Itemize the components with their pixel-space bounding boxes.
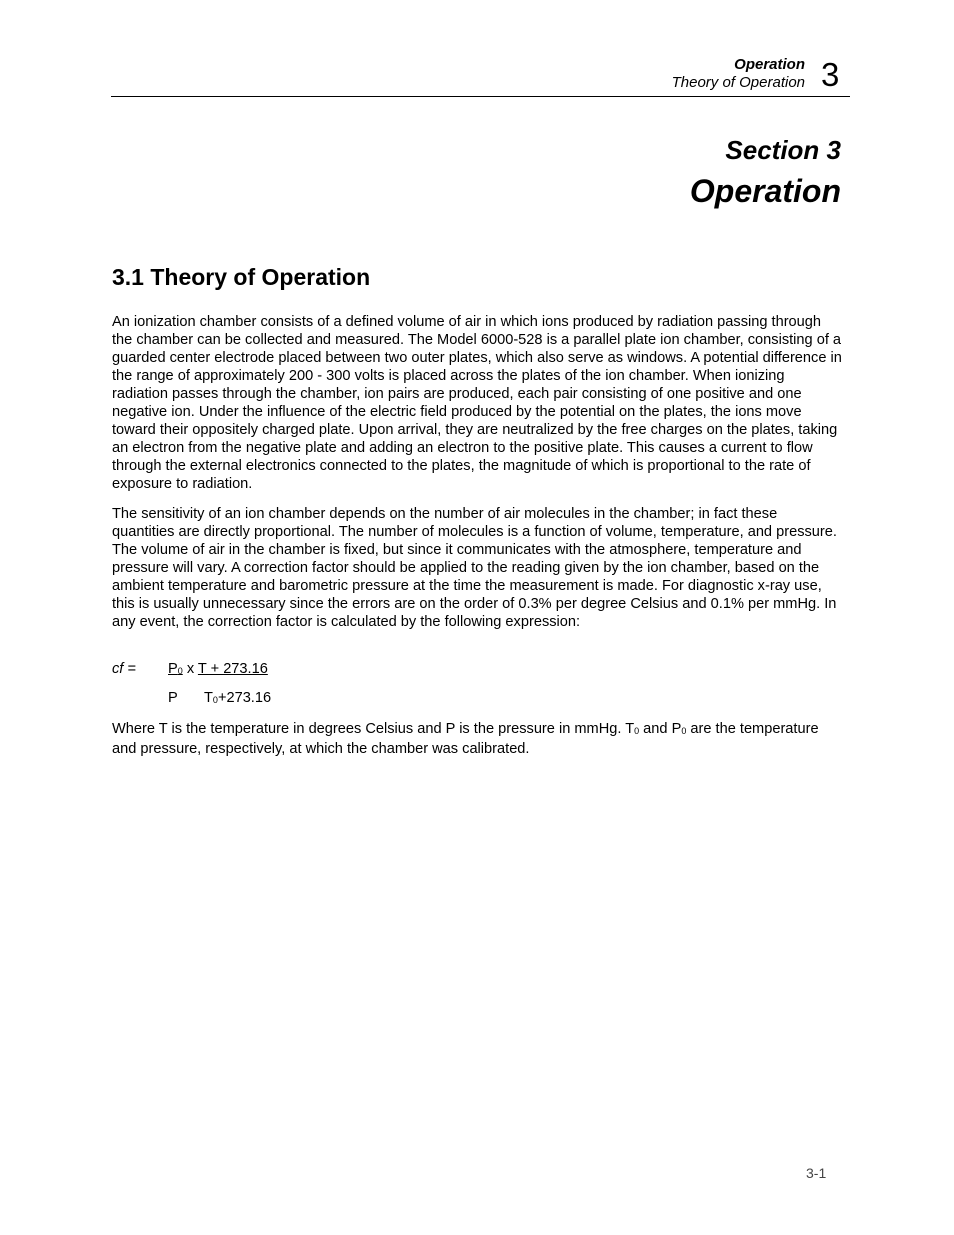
correction-formula (112, 660, 412, 710)
section-label: Section 3 (725, 135, 841, 165)
formula-denominator-t (204, 689, 271, 709)
subsection-heading: 3.1 Theory of Operation (112, 264, 371, 290)
formula-lhs: cf = (112, 661, 136, 677)
formula-den-t: T (204, 690, 213, 706)
running-header (672, 56, 805, 92)
paragraph-sensitivity: The sensitivity of an ion chamber depends on the number of air molecules in the chamber; in fact these quantities are directly proportional. The number of molecules is a function of volume, temperature, and pressure. The volume of air in the chamber is fixed, but since it communicates with the atmosphere, temperature and pressure will vary. A correction factor should be applied to the reading given by the ion chamber, based on the ambient temperature and barometric pressure at the time the measurement is made. For diagnostic x-ray use, this is usually unnecessary since the errors are on the order of 0.3% per degree Celsius and 0.1% per mmHg. In any event, the correction factor is calculated by the following expression: (112, 506, 837, 630)
formula-den-p: P (168, 690, 178, 706)
where-sub1: 0 (634, 726, 640, 736)
formula-times: x (186, 661, 195, 677)
where-part3: are the temperature and pressure, respectively, at which the chamber was calibrated. (112, 721, 819, 757)
formula-numerator (168, 660, 268, 680)
section-title: Operation (689, 173, 841, 209)
where-sub2: 0 (681, 726, 687, 736)
header-section-title: Theory of Operation (671, 74, 805, 91)
header-rule (111, 96, 850, 97)
formula-num-t: T + 273.16 (197, 661, 268, 677)
paragraph-ion-chamber: An ionization chamber consists of a defined volume of air in which ions produced by radiation passing through the chamber can be collected and measured. The Model 6000-528 is a parallel plate ion chamber, consisting of a guarded center electrode placed between two outer plates, which also serve as windows. A potential difference in the range of approximately 200 - 300 volts is placed across the plates of the ion chamber. When ionizing radiation passes through the chamber, ion pairs are produced, each pair consisting of one positive and one negative ion. Under the influence of the electric field produced by the potential on the plates, the ions move toward their oppositely charged plate. Upon arrival, they are neutralized by the free charges on the plates, taking an electron from the negative plate and adding an electron to the positive plate. This causes a current to flow through the external electronics connected to the plates, the magnitude of which is proportional to the rate of exposure to radiation. (112, 314, 842, 492)
where-part2: and P (639, 721, 682, 737)
paragraph-where (112, 720, 842, 758)
formula-num-p-sub: 0 (177, 666, 183, 676)
formula-num-p: P (168, 661, 178, 677)
header-chapter-number: 3 (821, 56, 840, 93)
formula-den-t-rest: +273.16 (217, 690, 272, 706)
header-chapter-title: Operation (734, 56, 805, 73)
formula-den-t-sub: 0 (212, 695, 218, 705)
where-part1: Where T is the temperature in degrees Celsius and P is the pressure in mmHg. T (112, 721, 635, 737)
page-number: 3-1 (806, 1165, 827, 1181)
